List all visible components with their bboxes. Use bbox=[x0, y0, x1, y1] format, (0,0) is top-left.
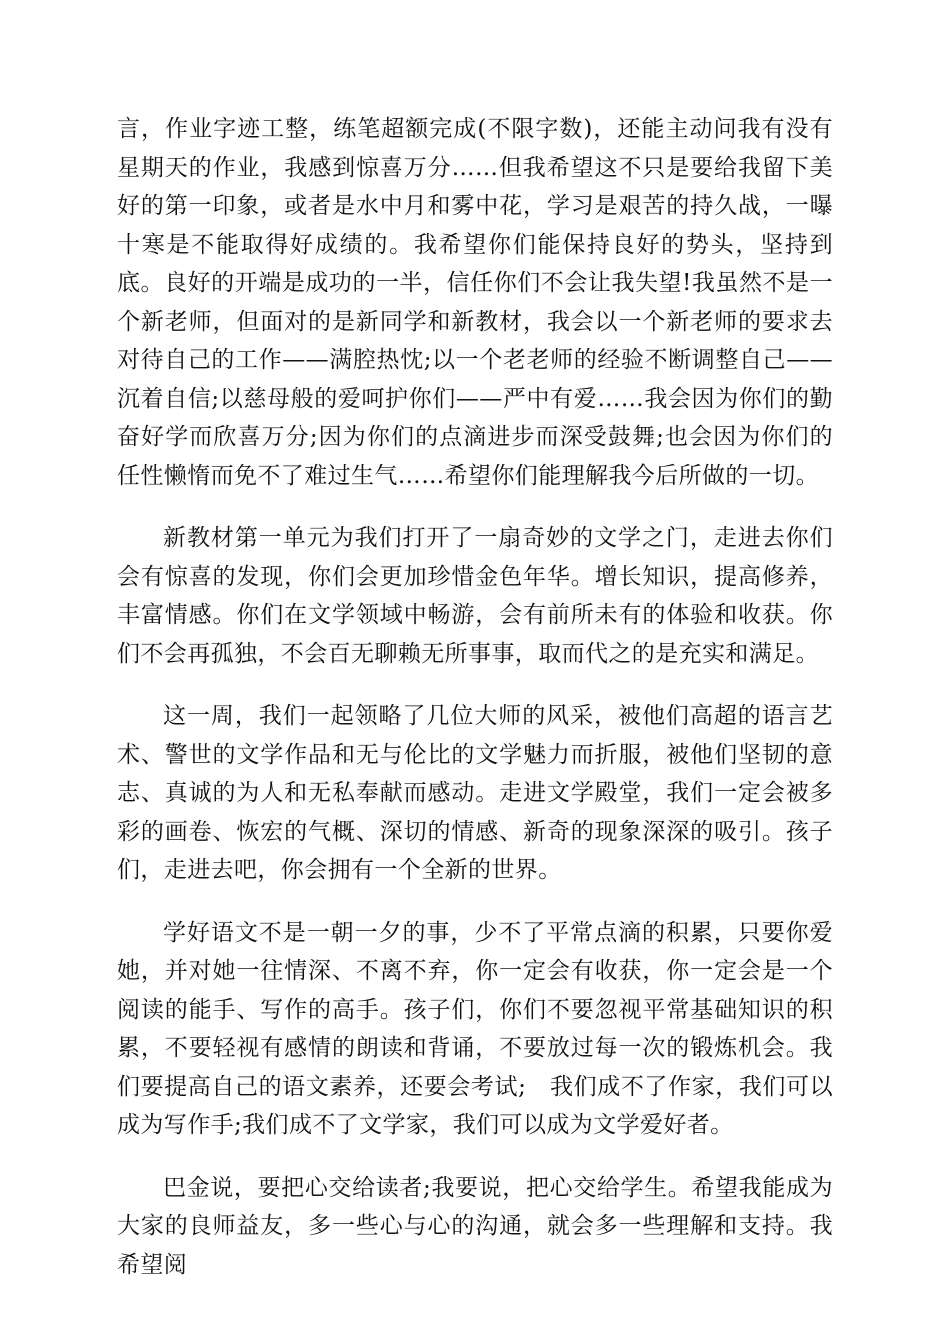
paragraph-4: 学好语文不是一朝一夕的事，少不了平常点滴的积累，只要你爱她，并对她一往情深、不离不弃，你一定会有收获，你一定会是一个阅读的能手、写作的高手。孩子们，你们不要忽视平常基础知识的积累，不要轻视有感情的朗读和背诵，不要放过每一次的锻炼机会。我们要提高自己的语文素养，还要会考试; 我们成不了作家，我们可以成为写作手;我们成不了文学家，我们可以成为文学爱好者。 bbox=[117, 919, 833, 1138]
paragraph-1: 言，作业字迹工整，练笔超额完成(不限字数)，还能主动问我有没有星期天的作业，我感到惊喜万分……但我希望这不只是要给我留下美好的第一印象，或者是水中月和雾中花，学习是艰苦的持久战，一曝十寒是不能取得好成绩的。我希望你们能保持良好的势头，坚持到底。良好的开端是成功的一半，信任你们不会让我失望!我虽然不是一个新老师，但面对的是新同学和新教材，我会以一个新老师的要求去对待自己的工作——满腔热忱;以一个老老师的经验不断调整自己——沉着自信;以慈母般的爱呵护你们——严中有爱……我会因为你们的勤奋好学而欣喜万分;因为你们的点滴进步而深受鼓舞;也会因为你们的任性懒惰而免不了难过生气……希望你们能理解我今后所做的一切。 bbox=[117, 116, 833, 489]
paragraph-5: 巴金说，要把心交给读者;我要说，把心交给学生。希望我能成为大家的良师益友，多一些心与心的沟通，就会多一些理解和支持。我希望阅 bbox=[117, 1174, 833, 1278]
paragraph-2: 新教材第一单元为我们打开了一扇奇妙的文学之门，走进去你们会有惊喜的发现，你们会更加珍惜金色年华。增长知识，提高修养，丰富情感。你们在文学领域中畅游，会有前所未有的体验和收获。你们不会再孤独，不会百无聊赖无所事事，取而代之的是充实和满足。 bbox=[117, 525, 833, 667]
document-body bbox=[117, 110, 833, 1308]
paragraph-3: 这一周，我们一起领略了几位大师的风采，被他们高超的语言艺术、警世的文学作品和无与伦比的文学魅力而折服，被他们坚韧的意志、真诚的为人和无私奉献而感动。走进文学殿堂，我们一定会被多彩的画卷、恢宏的气概、深切的情感、新奇的现象深深的吸引。孩子们，走进去吧，你会拥有一个全新的世界。 bbox=[117, 703, 833, 883]
